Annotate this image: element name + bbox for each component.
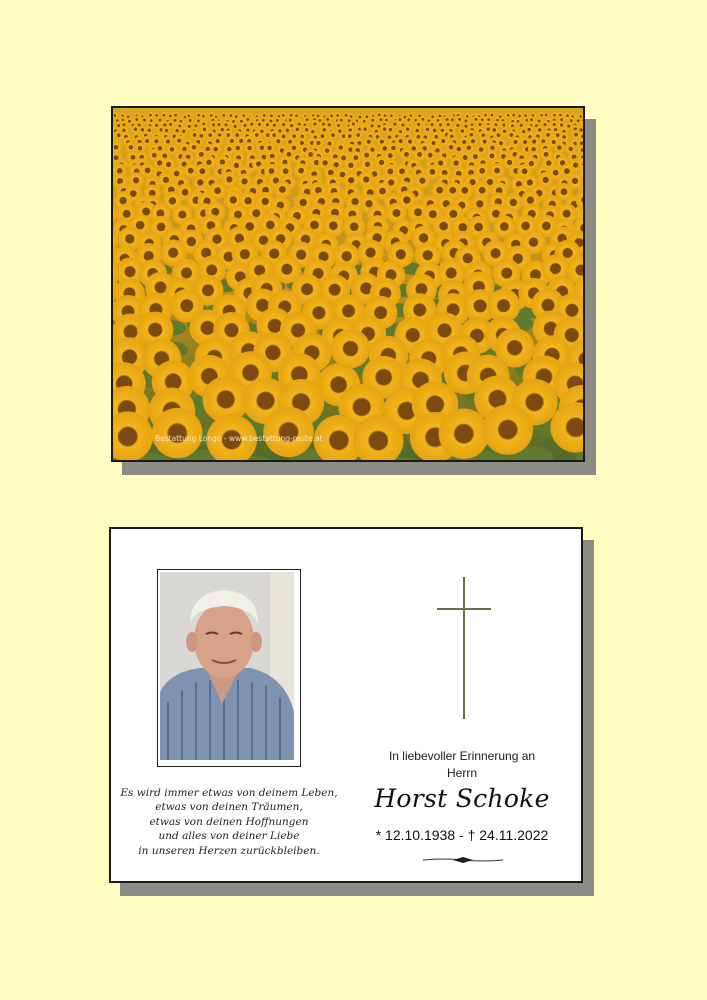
sunflower <box>510 112 517 119</box>
divider-ornament <box>423 856 503 864</box>
watermark-text: Bestattung Longo - www.bestattung-reute.at <box>155 434 323 443</box>
portrait-photo <box>160 572 294 760</box>
poem-line: etwas von deinen Hoffnungen <box>149 815 309 828</box>
poem-line: Es wird immer etwas von deinem Leben, <box>120 787 338 799</box>
memory-line: In liebevoller Erinnerung an <box>388 749 536 763</box>
cross-icon <box>437 577 493 719</box>
front-card <box>111 106 585 462</box>
sunflower <box>294 163 309 178</box>
sunflower <box>439 408 489 458</box>
sunflower <box>274 181 291 198</box>
back-card <box>109 527 583 883</box>
memory-heading <box>359 748 565 782</box>
deceased-name: Horst Schoke <box>374 784 550 813</box>
sunflower <box>483 404 533 454</box>
sunflower-field-image <box>113 108 583 460</box>
life-dates: * 12.10.1938 - † 24.11.2022 <box>375 827 549 843</box>
sunflower <box>331 329 371 369</box>
sunflower <box>263 407 313 457</box>
memorial-poem <box>117 786 341 858</box>
sunflower <box>543 111 550 118</box>
poem-line: in unseren Herzen zurückbleiben. <box>138 844 320 857</box>
sunflower <box>311 120 319 128</box>
salutation: Herrn <box>446 766 477 780</box>
poem-line: und alles von deiner Liebe <box>158 830 300 843</box>
portrait-frame <box>157 569 301 767</box>
poem-line: etwas von deinen Träumen, <box>155 801 303 814</box>
